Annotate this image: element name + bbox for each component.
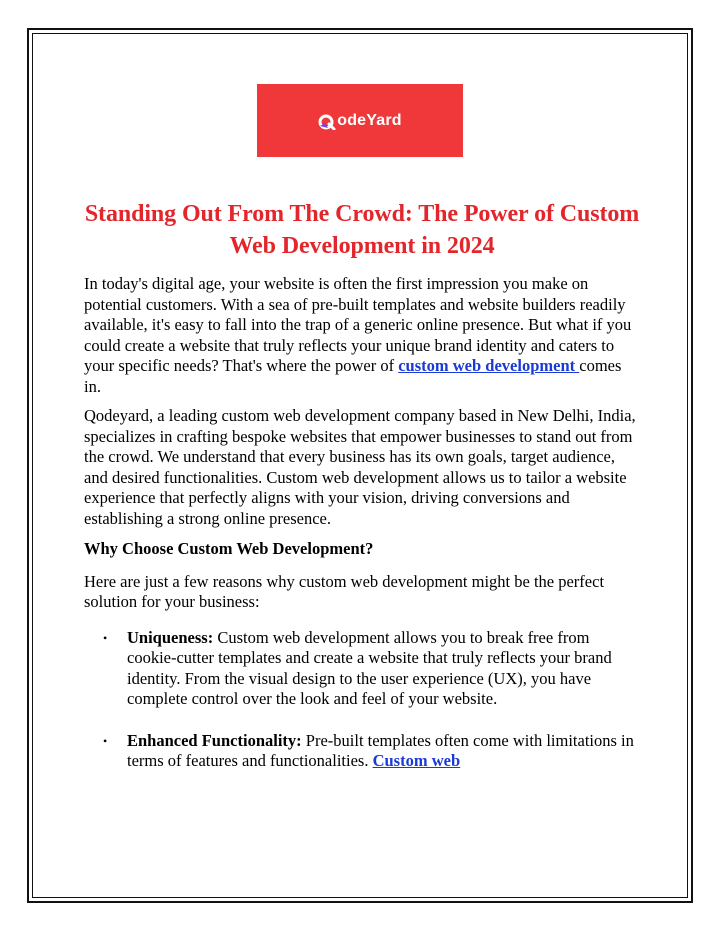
logo-q-icon bbox=[318, 114, 336, 130]
reasons-intro: Here are just a few reasons why custom web development might be the perfect solution for your business: bbox=[84, 571, 605, 611]
list-item bbox=[84, 628, 640, 710]
intro-text-end: comes in. bbox=[84, 356, 622, 396]
bullet-icon: • bbox=[103, 630, 108, 645]
reason-label: Enhanced Functionality: bbox=[127, 730, 302, 750]
custom-web-development-link[interactable]: custom web development bbox=[398, 356, 580, 375]
article-body bbox=[84, 198, 640, 793]
about-paragraph: Qodeyard, a leading custom web development company based in New Delhi, India, specializes in crafting bespoke websites that empower businesses to stand out from the crowd. We understand that every business has its own goals, target audience, and desired functionalities. Custom web development allows us to tailor a website experience that perfectly aligns with your vision, driving conversions and establishing a strong online presence. bbox=[84, 406, 636, 528]
reason-text: Pre-built templates often come with limitations in terms of features and functionalities. bbox=[127, 730, 634, 770]
qodeyard-logo bbox=[257, 84, 463, 157]
reason-text: Custom web development allows you to break free from cookie-cutter templates and create a website that truly reflects your brand identity. From the visual design to the user experience (UX), you have complete control over the look and feel of your website. bbox=[127, 627, 612, 708]
reasons-list bbox=[84, 628, 640, 772]
reason-label: Uniqueness: bbox=[127, 627, 214, 647]
section-heading: Why Choose Custom Web Development? bbox=[84, 539, 374, 558]
custom-web-link[interactable]: Custom web bbox=[372, 751, 461, 770]
logo-wordmark bbox=[318, 112, 402, 130]
list-item bbox=[84, 731, 640, 772]
intro-text: In today's digital age, your website is often the first impression you make on potential customers. With a sea of pre-built templates and website builders readily available, it's easy to fall into the trap of a generic online presence. But what if you could create a website that truly reflects your unique brand identity and caters to your specific needs? That's where the power of bbox=[84, 274, 632, 375]
intro-paragraph bbox=[84, 274, 640, 397]
article-title: Standing Out From The Crowd: The Power of Custom Web Development in 2024 bbox=[84, 201, 640, 259]
logo-text: odeYard bbox=[337, 111, 402, 129]
bullet-icon: • bbox=[103, 733, 108, 748]
